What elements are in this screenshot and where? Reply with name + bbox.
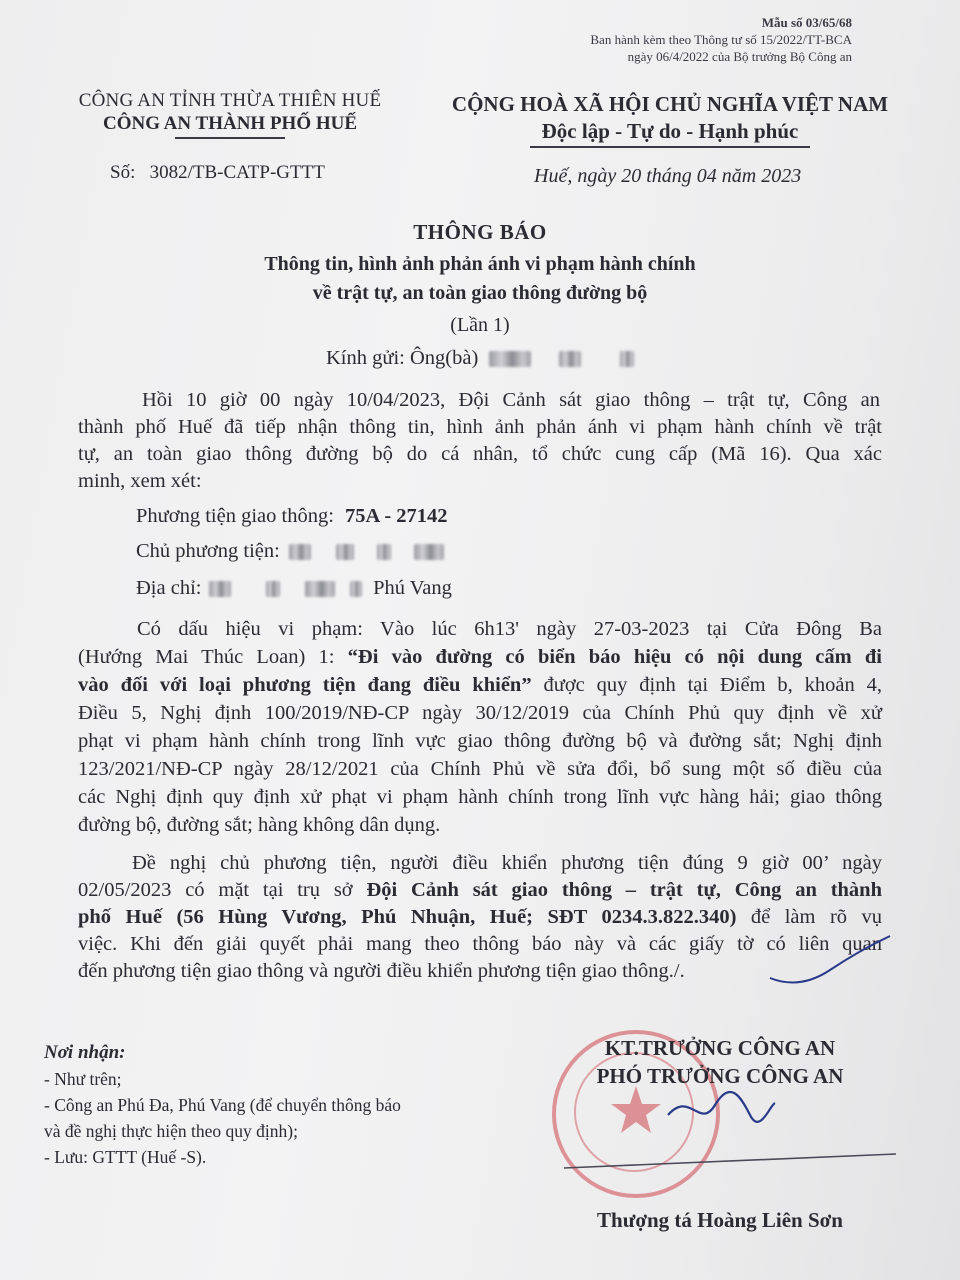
- redacted-address-4: [350, 581, 362, 597]
- signature-role-2: PHÓ TRƯỞNG CÔNG AN: [596, 1064, 844, 1088]
- request-line-3: [78, 906, 882, 929]
- document-number: [110, 162, 325, 184]
- request-office: Đội Cảnh sát giao thông – trật tự, Công an thành: [366, 879, 882, 901]
- request-address: phố Huế (56 Hùng Vương, Phú Nhuận, Huế; SĐT 0234.3.822.340): [78, 906, 737, 928]
- intro-line-2: thành phố Huế đã tiếp nhận thông tin, hình ảnh phản ánh vi phạm hành chính về trật: [78, 416, 882, 438]
- nation-title: CỘNG HOÀ XÃ HỘI CHỦ NGHĨA VIỆT NAM: [451, 92, 889, 116]
- agency-parent: CÔNG AN TỈNH THỪA THIÊN HUẾ: [78, 90, 382, 111]
- violation-regulation: được quy định tại Điểm b, khoản 4,: [531, 674, 882, 696]
- request-line-4: việc. Khi đến giải quyết phải mang theo thông báo này và các giấy tờ có liên quan: [78, 933, 882, 955]
- violation-line-2: [78, 646, 882, 669]
- owner-field: [136, 540, 444, 563]
- redacted-address-1: [209, 581, 231, 597]
- agency-block: [40, 90, 420, 139]
- notice-subtitle-2: về trật tự, an toàn giao thông đường bộ: [312, 282, 648, 304]
- signatory-name: Thượng tá Hoàng Liên Sơn: [597, 1208, 843, 1232]
- address-district: Phú Vang: [373, 577, 452, 599]
- violation-line-6: 123/2021/NĐ-CP ngày 28/12/2021 của Chính Phủ về sửa đổi, bổ sung một số điều của: [78, 758, 882, 780]
- recipients-block: [44, 1040, 401, 1170]
- violation-desc-2: vào đối với loại phương tiện đang điều khiển”: [78, 674, 532, 696]
- violation-line-8: đường bộ, đường sắt; hàng không dân dụng.: [78, 814, 441, 836]
- redacted-name-3: [620, 351, 634, 367]
- notice-subtitle-1: Thông tin, hình ảnh phản ánh vi phạm hành chính: [264, 253, 696, 275]
- handwritten-mark: [760, 930, 900, 990]
- request-line-2: [78, 879, 882, 902]
- vehicle-label: Phương tiện giao thông:: [136, 505, 334, 527]
- nation-motto: Độc lập - Tự do - Hạnh phúc: [541, 119, 799, 143]
- intro-line-3: tự, an toàn giao thông đường bộ do cá nhân, tổ chức cung cấp (Mã 16). Qua xác: [78, 443, 882, 465]
- vehicle-field: [136, 505, 448, 528]
- redacted-owner-4: [414, 544, 444, 560]
- form-issued-line: Ban hành kèm theo Thông tư số 15/2022/TT-BCA: [590, 32, 852, 47]
- redacted-owner-1: [289, 544, 311, 560]
- recipient-1: - Như trên;: [44, 1069, 122, 1089]
- violation-line-1: Có dấu hiệu vi phạm: Vào lúc 6h13' ngày 27-03-2023 tại Cửa Đông Ba: [137, 618, 882, 640]
- number-label: Số:: [110, 162, 136, 183]
- notice-title: THÔNG BÁO: [413, 220, 547, 244]
- address-field: [136, 577, 452, 600]
- owner-label: Chủ phương tiện:: [136, 540, 280, 562]
- form-code: Mẫu số 03/65/68: [761, 15, 852, 30]
- nation-block: [440, 92, 900, 148]
- motto-underline: [530, 146, 810, 148]
- signature-role-1: KT.TRƯỞNG CÔNG AN: [604, 1036, 836, 1060]
- handwritten-signature: [660, 1085, 780, 1135]
- recipient-2a: - Công an Phú Đa, Phú Vang (để chuyển thông báo: [44, 1095, 401, 1115]
- request-date: 02/05/2023 có mặt tại trụ sở: [78, 879, 367, 901]
- notice-attempt: (Lần 1): [450, 314, 510, 336]
- agency-name: CÔNG AN THÀNH PHỐ HUẾ: [102, 113, 358, 134]
- number-value: 3082/TB-CATP-GTTT: [149, 162, 325, 183]
- place-date: Huế, ngày 20 tháng 04 năm 2023: [534, 165, 802, 187]
- form-issued-date-line: ngày 06/4/2022 của Bộ trưởng Bộ Công an: [627, 49, 852, 64]
- agency-underline: [175, 137, 285, 139]
- request-purpose: để làm rõ vụ: [736, 906, 882, 928]
- violation-line-7: các Nghị định quy định xử phạt vi phạm hành chính trong lĩnh vực hàng hải; giao thông: [78, 786, 882, 808]
- recipient-3: - Lưu: GTTT (Huế -S).: [44, 1147, 207, 1167]
- addressee-label: Kính gửi: Ông(bà): [326, 347, 479, 369]
- redacted-address-2: [266, 581, 280, 597]
- form-reference: [590, 14, 852, 65]
- violation-line-5: phạt vi phạm hành chính trong lĩnh vực giao thông đường bộ và đường sắt; Nghị định: [78, 730, 882, 752]
- notice-heading: [0, 220, 960, 337]
- recipients-heading: Nơi nhận:: [44, 1042, 126, 1063]
- violation-desc-1: “Đi vào đường có biển báo hiệu có nội dung cấm đi: [347, 646, 883, 668]
- redacted-name-1: [489, 351, 531, 367]
- violation-direction: (Hướng Mai Thúc Loan) 1:: [78, 646, 348, 668]
- recipient-2b: và đề nghị thực hiện theo quy định);: [44, 1121, 298, 1141]
- redacted-owner-2: [336, 544, 354, 560]
- address-label: Địa chỉ:: [136, 577, 202, 599]
- request-line-5: đến phương tiện giao thông và người điều khiển phương tiện giao thông./.: [78, 960, 685, 982]
- signature-underline-stroke: [560, 1150, 900, 1174]
- redacted-owner-3: [377, 544, 391, 560]
- seal-star-icon: [608, 1082, 664, 1138]
- redacted-address-3: [305, 581, 335, 597]
- intro-line-1: Hồi 10 giờ 00 ngày 10/04/2023, Đội Cảnh sát giao thông – trật tự, Công an: [142, 389, 880, 411]
- intro-line-4: minh, xem xét:: [78, 470, 202, 492]
- violation-line-4: Điều 5, Nghị định 100/2019/NĐ-CP ngày 30/12/2019 của Chính Phủ quy định về xử: [78, 702, 882, 724]
- vehicle-plate: 75A - 27142: [345, 505, 448, 527]
- request-line-1: Đề nghị chủ phương tiện, người điều khiển phương tiện đúng 9 giờ 00’ ngày: [132, 852, 882, 874]
- violation-line-3: [78, 674, 882, 697]
- redacted-name-2: [559, 351, 581, 367]
- addressee-line: [326, 347, 634, 370]
